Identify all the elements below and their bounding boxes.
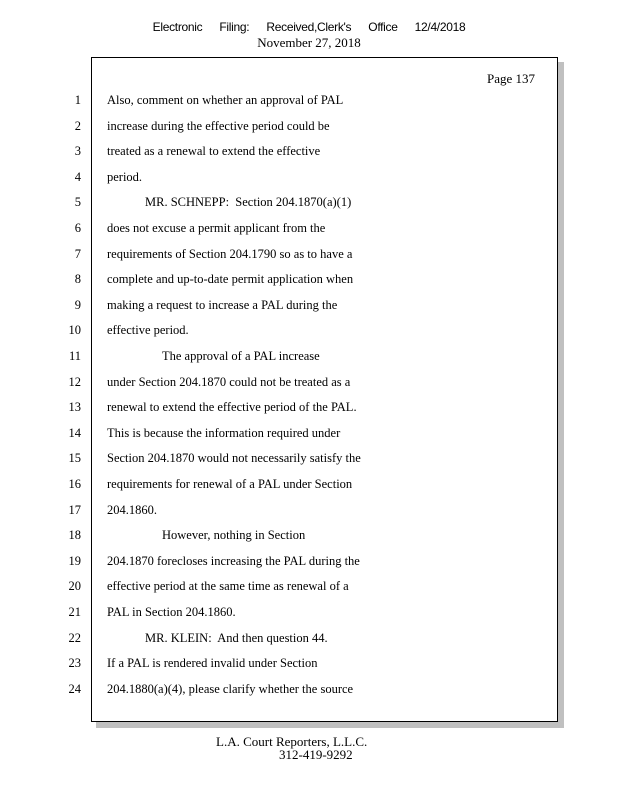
line-text: increase during the effective period could be — [107, 118, 330, 133]
line-text: Section 204.1870 would not necessarily satisfy the — [107, 451, 361, 466]
line-number: 14 — [68, 425, 81, 440]
line-text: period. — [107, 169, 143, 184]
line-text: effective period at the same time as renewal of a — [107, 579, 349, 594]
line-text: making a request to increase a PAL during the — [107, 297, 338, 312]
transcript-date: November 27, 2018 — [257, 35, 361, 50]
line-text: This is because the information required under — [107, 425, 341, 440]
line-text: requirements for renewal of a PAL under Section — [107, 477, 353, 491]
line-number: 17 — [68, 502, 81, 517]
line-text: renewal to extend the effective period of the PAL. — [107, 400, 357, 415]
page-number: Page 137 — [487, 71, 536, 86]
line-text: effective period. — [107, 323, 189, 338]
line-number: 23 — [68, 656, 81, 671]
line-number: 5 — [74, 195, 81, 210]
line-number: 15 — [68, 451, 81, 466]
line-text: Also, comment on whether an approval of PAL — [107, 93, 344, 107]
line-number: 12 — [68, 374, 81, 389]
filing-part: Office — [368, 20, 398, 34]
line-text: complete and up-to-date permit application when — [107, 272, 354, 287]
line-number: 24 — [68, 681, 81, 696]
line-text: PAL in Section 204.1860. — [107, 605, 236, 619]
footer-phone: 312-419-9292 — [279, 747, 353, 762]
line-number: 13 — [68, 400, 81, 415]
line-text: does not excuse a permit applicant from the — [107, 221, 326, 235]
line-text: MR. KLEIN: And then question 44. — [145, 630, 328, 645]
line-number: 21 — [68, 605, 81, 619]
line-number: 1 — [74, 93, 81, 107]
filing-part: Filing: — [219, 20, 250, 34]
line-text: 204.1870 forecloses increasing the PAL during the — [107, 553, 360, 568]
filing-part: Received,Clerk's — [266, 20, 352, 34]
line-number: 4 — [74, 169, 81, 184]
line-text: 204.1880(a)(4), please clarify whether the source — [107, 681, 354, 696]
filing-part: 12/4/2018 — [414, 20, 466, 34]
line-text: treated as a renewal to extend the effective — [107, 144, 321, 159]
line-number: 22 — [68, 630, 81, 645]
line-text: 204.1860. — [107, 502, 157, 517]
line-text: The approval of a PAL increase — [162, 349, 320, 363]
line-number: 18 — [68, 528, 81, 543]
line-number: 10 — [68, 323, 81, 338]
line-text: If a PAL is rendered invalid under Section — [107, 656, 318, 671]
line-number: 20 — [68, 579, 81, 594]
filing-stamp-header — [0, 20, 618, 34]
line-text: MR. SCHNEPP: Section 204.1870(a)(1) — [145, 195, 352, 210]
line-number: 2 — [74, 118, 81, 133]
line-number: 3 — [74, 144, 81, 159]
line-number: 9 — [74, 297, 81, 312]
line-text: However, nothing in Section — [162, 528, 306, 543]
line-text: under Section 204.1870 could not be treated as a — [107, 374, 351, 389]
filing-part: Electronic — [152, 20, 203, 34]
line-number: 11 — [68, 349, 81, 363]
line-number: 16 — [68, 477, 81, 491]
line-number: 6 — [74, 221, 81, 235]
line-number: 8 — [74, 272, 81, 287]
line-number: 7 — [74, 246, 81, 261]
footer-company: L.A. Court Reporters, L.L.C. — [216, 734, 368, 749]
line-text: requirements of Section 204.1790 so as to have a — [107, 246, 353, 261]
line-number: 19 — [68, 553, 81, 568]
